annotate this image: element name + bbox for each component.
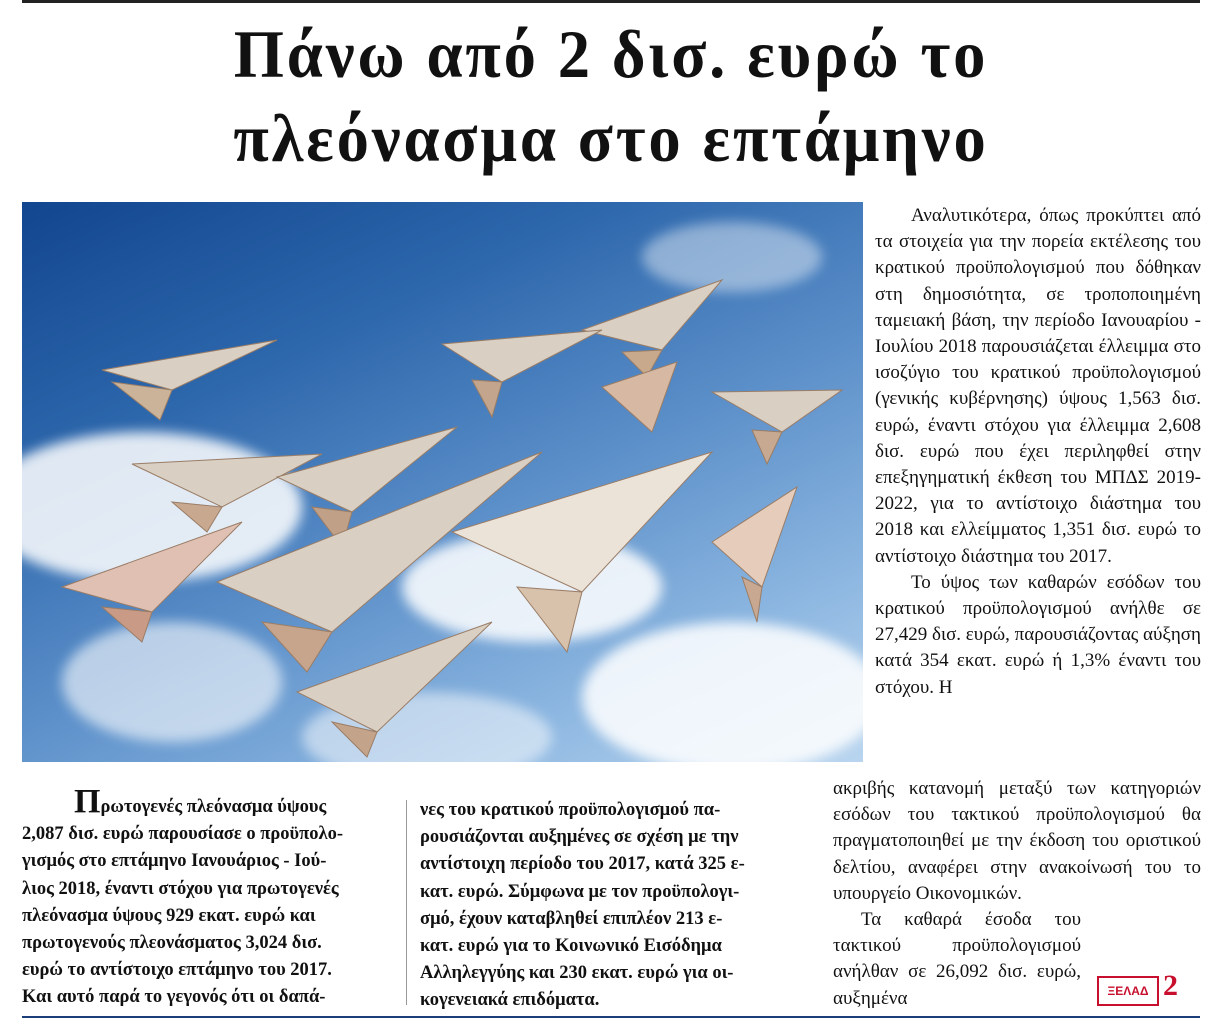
lead-line: αντίστοιχη περίοδο του 2017, κατά 325 ε- — [420, 854, 745, 875]
article-right-column — [875, 203, 1201, 701]
column-divider — [406, 800, 407, 1005]
article-photo-paper-planes — [22, 202, 863, 762]
lead-line: λιος 2018, έναντι στόχου για πρωτογενές — [22, 878, 339, 899]
right-paragraph-2-continued: ακριβής κατανομή μεταξύ των κατηγοριών εσόδων του τακτικού προϋπολογισμού θα πραγματοποιηθεί με την έκδοση του οριστικού δελτίου, αναφέρει στην ανακοίνωσή του το υπουργείο Οικονομικών. — [833, 778, 1201, 904]
lead-column-1 — [22, 783, 394, 1012]
lead-line: σμό, έχουν καταβληθεί επιπλέον 213 ε- — [420, 908, 723, 929]
lead-line: γισμός στο επτάμηνο Ιανουάριος - Ιού- — [22, 851, 327, 872]
lead-line: νες του κρατικού προϋπολογισμού πα- — [420, 800, 721, 820]
dropcap: Π — [74, 783, 101, 820]
lead-line: πρωτογενούς πλεονάσματος 3,024 δισ. — [22, 933, 322, 954]
headline-line-1: Πάνω από 2 δισ. ευρώ το — [233, 16, 989, 92]
lead-line: ρωτογενές πλεόνασμα ύψους — [100, 797, 327, 817]
publication-logo: ΞΕΛΑΔ — [1097, 976, 1159, 1006]
right-paragraph-2: Το ύψος των καθαρών εσόδων του κρατικού προϋπολογισμού ανήλθε σε 27,429 δισ. ευρώ, παρουσιάζοντας αύξηση κατά 354 εκατ. ευρώ ή 1,3% έναντι του στόχου. Η — [875, 571, 1201, 698]
paper-planes-graphic — [22, 202, 863, 762]
lead-line: κατ. ευρώ για το Κοινωνικό Εισόδημα — [420, 936, 722, 957]
bottom-rule — [22, 1016, 1200, 1018]
lead-line: πλεόνασμα ύψους 929 εκατ. ευρώ και — [22, 905, 316, 926]
top-rule — [22, 0, 1200, 3]
lead-line: κογενειακά επιδόματα. — [420, 990, 600, 1011]
headline-line-2: πλεόνασμα στο επτάμηνο — [233, 100, 989, 176]
lead-line: 2,087 δισ. ευρώ παρουσίασε ο προϋπολο- — [22, 824, 344, 845]
right-paragraph-1: Αναλυτικότερα, όπως προκύπτει από τα στοιχεία για την πορεία εκτέλεσης του κρατικού προϋπολογισμού που δόθηκαν στη δημοσιότητα, σε τροποποιημένη ταμειακή βάση, την περίοδο Ιανουαρίου - Ιουλίου 2018 παρουσιάζεται έλλειμμα στο ισοζύγιο του κρατικού προϋπολογισμού (γενικής κυβέρνησης) ύψους 1,563 δισ. ευρώ, έναντι στόχου για έλλειμμα 2,608 δισ. ευρώ που έχει περιληφθεί στην επεξηγηματική έκθεση του ΜΠΔΣ 2019-2022, για το αντίστοιχο διάστημα του 2018 και ελλείμματος 1,351 δισ. ευρώ το αντίστοιχο διάστημα του 2017. — [875, 205, 1201, 567]
lead-line: Και αυτό παρά το γεγονός ότι οι δαπά- — [22, 987, 326, 1008]
lead-column-2 — [420, 797, 792, 1015]
page-number: 2 — [1163, 969, 1178, 1002]
lead-line: κατ. ευρώ. Σύμφωνα με τον προϋπολογι- — [420, 881, 740, 902]
lead-line: ρουσιάζονται αυξημένες σε σχέση με την — [420, 827, 739, 848]
headline — [88, 12, 1135, 180]
right-paragraph-3: Τα καθαρά έσοδα του τακτικού προϋπολογισμού ανήλθαν σε 26,092 δισ. ευρώ, αυξημένα — [833, 909, 1081, 1009]
lead-line: ευρώ το αντίστοιχο επτάμηνο του 2017. — [22, 960, 332, 981]
lead-line: Αλληλεγγύης και 230 εκατ. ευρώ για οι- — [420, 963, 734, 984]
